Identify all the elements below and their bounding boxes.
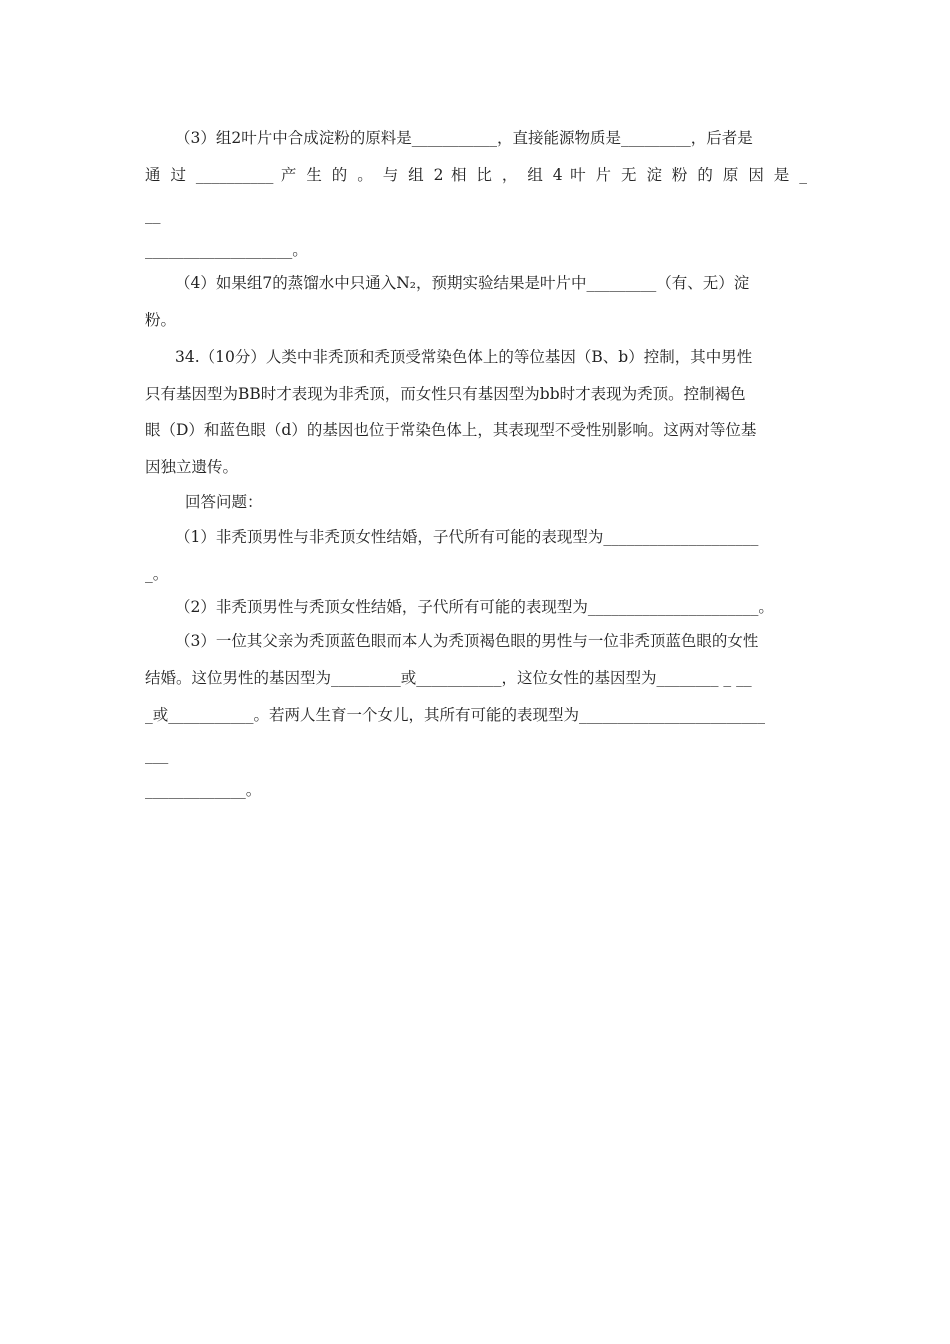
q34-intro-line3: 眼（D）和蓝色眼（d）的基因也位于常染色体上，其表现型不受性别影响。这两对等位基 bbox=[145, 421, 757, 439]
q34-part1-line2: _。 bbox=[145, 565, 169, 583]
q33-part3-line1: （3）组2叶片中合成淀粉的原料是___________，直接能源物质是_________，后者是 bbox=[175, 129, 753, 147]
q34-part2-line1: （2）非秃顶男性与秃顶女性结婚，子代所有可能的表现型为______________________。 bbox=[175, 598, 774, 616]
q34-part3-line1: （3）一位其父亲为秃顶蓝色眼而本人为秃顶褐色眼的男性与一位非秃顶蓝色眼的女性 bbox=[175, 632, 759, 650]
q34-intro-line1: 34.（10分）人类中非秃顶和秃顶受常染色体上的等位基因（B、b）控制，其中男性 bbox=[175, 348, 753, 366]
q34-intro-line4: 因独立遗传。 bbox=[145, 458, 239, 476]
q34-part3-line4: ___ bbox=[145, 746, 169, 764]
q34-intro-line2: 只有基因型为BB时才表现为非秃顶，而女性只有基因型为bb时才表现为秃顶。控制褐色 bbox=[145, 385, 746, 403]
q33-part3-line4: ___________________。 bbox=[145, 241, 308, 259]
q34-part3-line3: _或___________。若两人生育一个女儿，其所有可能的表现型为________________________ bbox=[145, 706, 766, 724]
q34-answer-prompt: 回答问题： bbox=[185, 493, 263, 511]
q33-part4-line1: （4）如果组7的蒸馏水中只通入N₂，预期实验结果是叶片中_________（有、无）淀 bbox=[175, 274, 750, 292]
q34-part1-line1: （1）非秃顶男性与非秃顶女性结婚，子代所有可能的表现型为____________________ bbox=[175, 528, 759, 546]
q34-part3-line5: _____________。 bbox=[145, 781, 262, 799]
q33-part3-line2: 通 过 __________ 产 生 的 。 与 组 2 相 比 ， 组 4 叶 片 无 淀 粉 的 原 因 是 _ bbox=[145, 166, 807, 184]
q33-part3-line3: __ bbox=[145, 206, 161, 224]
q34-part3-line2: 结婚。这位男性的基因型为_________或___________，这位女性的基因型为________ _ __ bbox=[145, 669, 752, 687]
q33-part4-line2: 粉。 bbox=[145, 311, 177, 329]
